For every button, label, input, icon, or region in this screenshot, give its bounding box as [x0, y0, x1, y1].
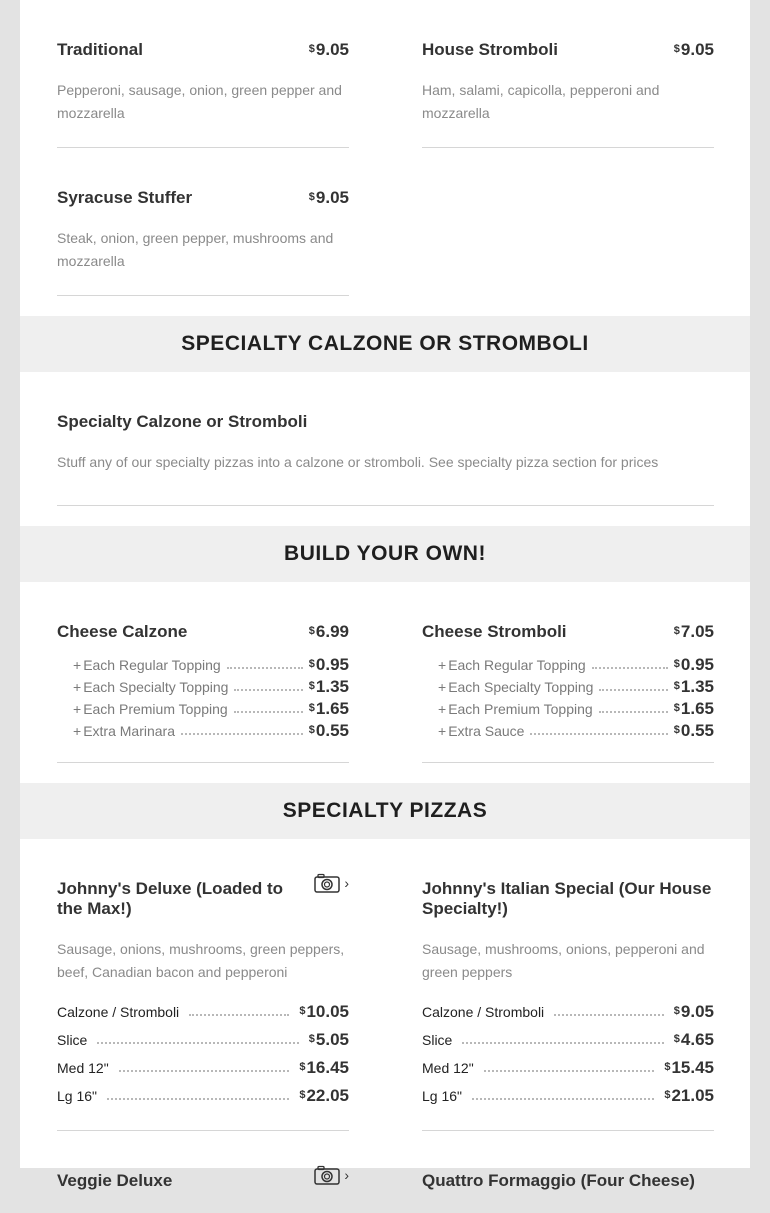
item-name: Specialty Calzone or Stromboli	[57, 412, 308, 431]
size-row[interactable]: Calzone / Stromboli $9.05	[422, 1002, 714, 1021]
addon-row[interactable]: + Each Specialty Topping $1.35	[73, 677, 349, 696]
item-description: Sausage, mushrooms, onions, pepperoni and green peppers	[422, 941, 705, 980]
item-description: Pepperoni, sausage, onion, green pepper and mozzarella	[57, 82, 342, 121]
photo-button[interactable]	[314, 873, 349, 893]
addon-row[interactable]: + Each Regular Topping $0.95	[438, 655, 714, 674]
item-name: Traditional	[57, 40, 143, 59]
size-row[interactable]: Med 12" $15.45	[422, 1058, 714, 1077]
item-name: Syracuse Stuffer	[57, 188, 193, 207]
menu-page	[20, 0, 750, 1190]
item-name: Quattro Formaggio (Four Cheese)	[422, 1171, 695, 1190]
item-name: Veggie Deluxe	[57, 1171, 173, 1190]
menu-item-syracuse-stuffer[interactable]	[57, 148, 349, 296]
menu-item-quattro-formaggio[interactable]	[422, 1131, 714, 1213]
section-title: BUILD YOUR OWN!	[284, 542, 486, 565]
addon-row[interactable]: + Each Regular Topping $0.95	[73, 655, 349, 674]
size-list	[422, 998, 714, 1110]
specialty-calzone-section	[20, 372, 750, 506]
menu-item-cheese-calzone[interactable]	[57, 582, 349, 763]
menu-item-johnnys-italian-special[interactable]	[422, 839, 714, 1131]
chevron-right-icon: ›	[344, 1167, 349, 1183]
menu-item-specialty-calzone[interactable]	[57, 372, 714, 506]
section-header-build-your-own	[20, 526, 750, 582]
section-header-specialty-calzone	[20, 316, 750, 372]
item-price: $7.05	[673, 622, 714, 641]
item-price: $9.05	[308, 188, 349, 207]
addon-row[interactable]: + Each Premium Topping $1.65	[73, 699, 349, 718]
menu-item-veggie-deluxe[interactable]	[57, 1131, 349, 1213]
camera-icon	[314, 873, 340, 893]
item-price: $9.05	[308, 40, 349, 59]
item-name: House Stromboli	[422, 40, 559, 59]
stromboli-section	[20, 0, 750, 296]
section-title: SPECIALTY PIZZAS	[282, 799, 488, 822]
size-row[interactable]: Slice $4.65	[422, 1030, 714, 1049]
addon-list	[57, 654, 349, 742]
item-description: Steak, onion, green pepper, mushrooms and mozzarella	[57, 230, 334, 269]
size-row[interactable]: Med 12" $16.45	[57, 1058, 349, 1077]
item-name: Cheese Stromboli	[422, 622, 567, 641]
item-name: Johnny's Italian Special (Our House Specialty!)	[422, 879, 712, 918]
size-row[interactable]: Slice $5.05	[57, 1030, 349, 1049]
build-your-own-section	[20, 582, 750, 763]
menu-item-cheese-stromboli[interactable]	[422, 582, 714, 763]
item-price: $9.05	[673, 40, 714, 59]
addon-row[interactable]: + Each Specialty Topping $1.35	[438, 677, 714, 696]
menu-item-house-stromboli[interactable]	[422, 0, 714, 148]
menu-item-johnnys-deluxe[interactable]	[57, 839, 349, 1131]
specialty-pizzas-section	[20, 839, 750, 1213]
camera-icon	[314, 1165, 340, 1185]
chevron-right-icon: ›	[344, 875, 349, 891]
size-row[interactable]: Lg 16" $21.05	[422, 1086, 714, 1105]
item-description: Stuff any of our specialty pizzas into a calzone or stromboli. See specialty pizza section for prices	[57, 454, 659, 470]
section-title: SPECIALTY CALZONE OR STROMBOLI	[181, 332, 589, 355]
photo-button[interactable]	[314, 1165, 349, 1185]
addon-row[interactable]: + Extra Sauce $0.55	[438, 721, 714, 740]
size-row[interactable]: Calzone / Stromboli $10.05	[57, 1002, 349, 1021]
item-price: $6.99	[308, 622, 349, 641]
addon-row[interactable]: + Extra Marinara $0.55	[73, 721, 349, 740]
item-description: Ham, salami, capicolla, pepperoni and mozzarella	[422, 82, 660, 121]
item-name: Johnny's Deluxe (Loaded to the Max!)	[57, 879, 284, 918]
section-header-specialty-pizzas	[20, 783, 750, 839]
size-list	[57, 998, 349, 1110]
item-description: Sausage, onions, mushrooms, green peppers, beef, Canadian bacon and pepperoni	[57, 941, 345, 980]
addon-list	[422, 654, 714, 742]
item-name: Cheese Calzone	[57, 622, 188, 641]
size-row[interactable]: Lg 16" $22.05	[57, 1086, 349, 1105]
addon-row[interactable]: + Each Premium Topping $1.65	[438, 699, 714, 718]
menu-item-traditional[interactable]	[57, 0, 349, 148]
